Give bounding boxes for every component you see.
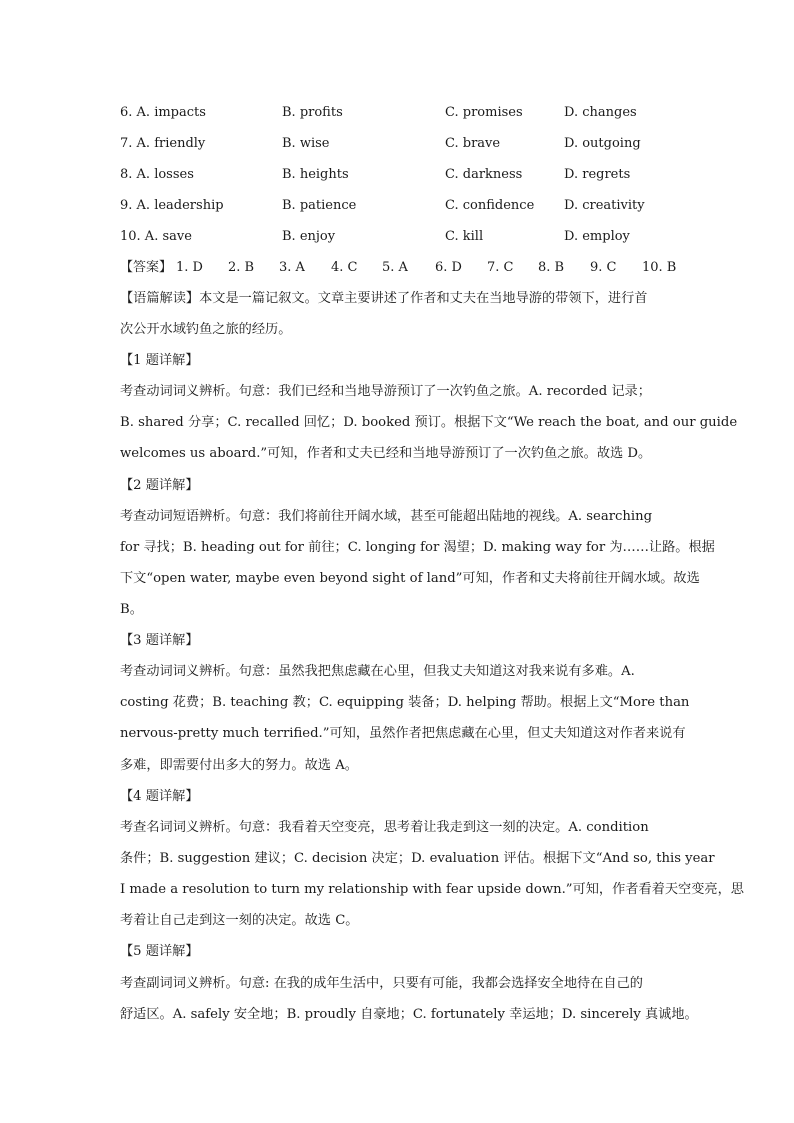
option-a: 6. A. impacts [120,105,206,120]
summary-text: 次公开水域钓鱼之旅的经历。 [120,322,292,337]
option-c: C. promises [445,105,523,120]
explanation-text: 下文“open water, maybe even beyond sight of land”可知，作者和丈夫将前往开阔水域。故选 [120,571,700,586]
option-a: 8. A. losses [120,167,194,182]
option-d: D. creativity [564,198,645,213]
option-d: D. regrets [564,167,631,182]
option-c: C. darkness [445,167,523,182]
answer-item: 3. A [279,260,305,275]
explanation-text: 考查名词词义辨析。句意：我看着天空变亮，思考着让我走到这一刻的决定。A. condition [120,820,649,835]
section-heading: 【3 题详解】 [120,633,199,648]
answer-item: 4. C [331,260,358,275]
explanation-text: welcomes us aboard.”可知，作者和丈夫已经和当地导游预订了一次钓鱼之旅。故选 D。 [120,446,652,461]
answer-item: 10. B [642,260,677,275]
explanation-text: 多难，即需要付出多大的努力。故选 A。 [120,758,358,773]
answer-item: 1. D [176,260,203,275]
answer-item: 9. C [590,260,617,275]
explanation-text: 条件；B. suggestion 建议；C. decision 决定；D. evaluation 评估。根据下文“And so, this year [120,851,715,866]
section-heading: 【1 题详解】 [120,353,199,368]
option-d: D. outgoing [564,136,641,151]
option-b: B. heights [282,167,349,182]
explanation-text: 考查副词词义辨析。句意: 在我的成年生活中，只要有可能，我都会选择安全地待在自己的 [120,976,643,991]
option-d: D. employ [564,229,630,244]
explanation-text: B。 [120,602,143,617]
option-a: 9. A. leadership [120,198,224,213]
option-a: 10. A. save [120,229,192,244]
answer-item: 5. A [382,260,408,275]
option-b: B. patience [282,198,357,213]
explanation-text: nervous-pretty much terrified.”可知，虽然作者把焦虑藏在心里，但丈夫知道这对作者来说有 [120,726,686,741]
answer-item: 7. C [487,260,514,275]
explanation-text: for 寻找；B. heading out for 前往；C. longing for 渴望；D. making way for 为……让路。根据 [120,540,715,555]
answer-item: 8. B [538,260,565,275]
option-b: B. profits [282,105,343,120]
section-heading: 【4 题详解】 [120,789,199,804]
option-d: D. changes [564,105,637,120]
summary-text: 【语篇解读】本文是一篇记叙文。文章主要讲述了作者和丈夫在当地导游的带领下，进行首 [120,291,648,306]
explanation-text: 考着让自己走到这一刻的决定。故选 C。 [120,913,359,928]
answer-label: 【答案】 [120,260,173,275]
section-heading: 【5 题详解】 [120,944,199,959]
explanation-text: B. shared 分享；C. recalled 回忆；D. booked 预订。根据下文“We reach the boat, and our guide [120,415,738,430]
explanation-text: costing 花费；B. teaching 教；C. equipping 装备；D. helping 帮助。根据上文“More than [120,695,690,710]
answer-item: 6. D [435,260,462,275]
explanation-text: 考查动词词义辨析。句意：我们已经和当地导游预订了一次钓鱼之旅。A. recorded 记录； [120,384,651,399]
explanation-text: I made a resolution to turn my relationship with fear upside down.”可知，作者看着天空变亮，思 [120,882,744,897]
option-b: B. enjoy [282,229,336,244]
explanation-text: 舒适区。A. safely 安全地；B. proudly 自豪地；C. fortunately 幸运地；D. sincerely 真诚地。 [120,1007,698,1022]
explanation-text: 考查动词短语辨析。句意：我们将前往开阔水域，甚至可能超出陆地的视线。A. searching [120,509,653,524]
option-c: C. brave [445,136,501,151]
option-c: C. confidence [445,198,535,213]
option-b: B. wise [282,136,330,151]
section-heading: 【2 题详解】 [120,478,199,493]
option-c: C. kill [445,229,484,244]
explanation-text: 考查动词词义辨析。句意：虽然我把焦虑藏在心里，但我丈夫知道这对我来说有多难。A. [120,664,635,679]
answer-item: 2. B [228,260,255,275]
option-a: 7. A. friendly [120,136,206,151]
